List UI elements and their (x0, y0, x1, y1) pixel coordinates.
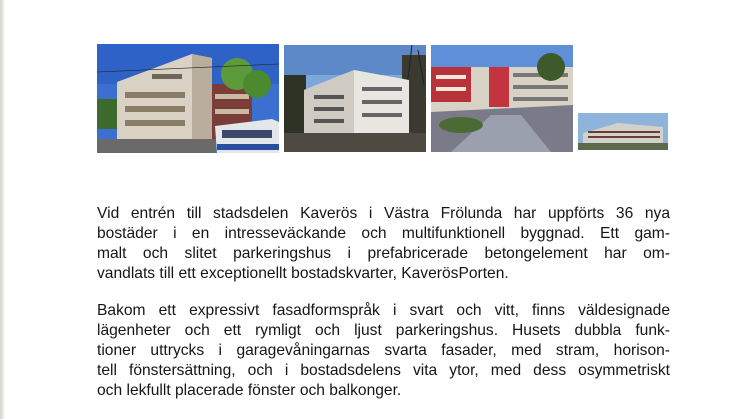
text-line: vandlats till ett exceptionellt bostadskvarter, KaverösPorten. (97, 265, 509, 282)
text-line: Bakom ett expressivt fasadformspråk i svart och vitt, finns väldesignade (97, 302, 670, 319)
paragraph-intro (97, 204, 670, 284)
page-edge-shadow (0, 0, 5, 419)
photo-white-apartment-building (284, 45, 426, 152)
text-line: och lekfullt placerade fönster och balkonger. (97, 382, 402, 399)
text-line: malt och slitet parkeringshus i prefabricerade betongelement har om- (97, 245, 670, 262)
photo-parking-garage (578, 113, 668, 150)
text-line: bostäder i en intresseväckande och multifunktionell byggnad. Ett gam- (97, 225, 670, 242)
paragraph-description (97, 301, 670, 401)
text-line: Vid entrén till stadsdelen Kaverös i Västra Frölunda har uppförts 36 nya (97, 205, 670, 222)
text-line: lägenheter och ett rymligt och ljust parkeringshus. Husets dubbla funk- (97, 322, 670, 339)
photo-courtyard (431, 45, 573, 152)
photo-building-with-tram (97, 44, 279, 153)
text-line: tioner uttrycks i garagevåningarnas svarta fasader, med stram, horison- (97, 342, 670, 359)
text-line: tell fönstersättning, och i bostadsdelens vita ytor, med dess osymmetriskt (97, 362, 670, 379)
